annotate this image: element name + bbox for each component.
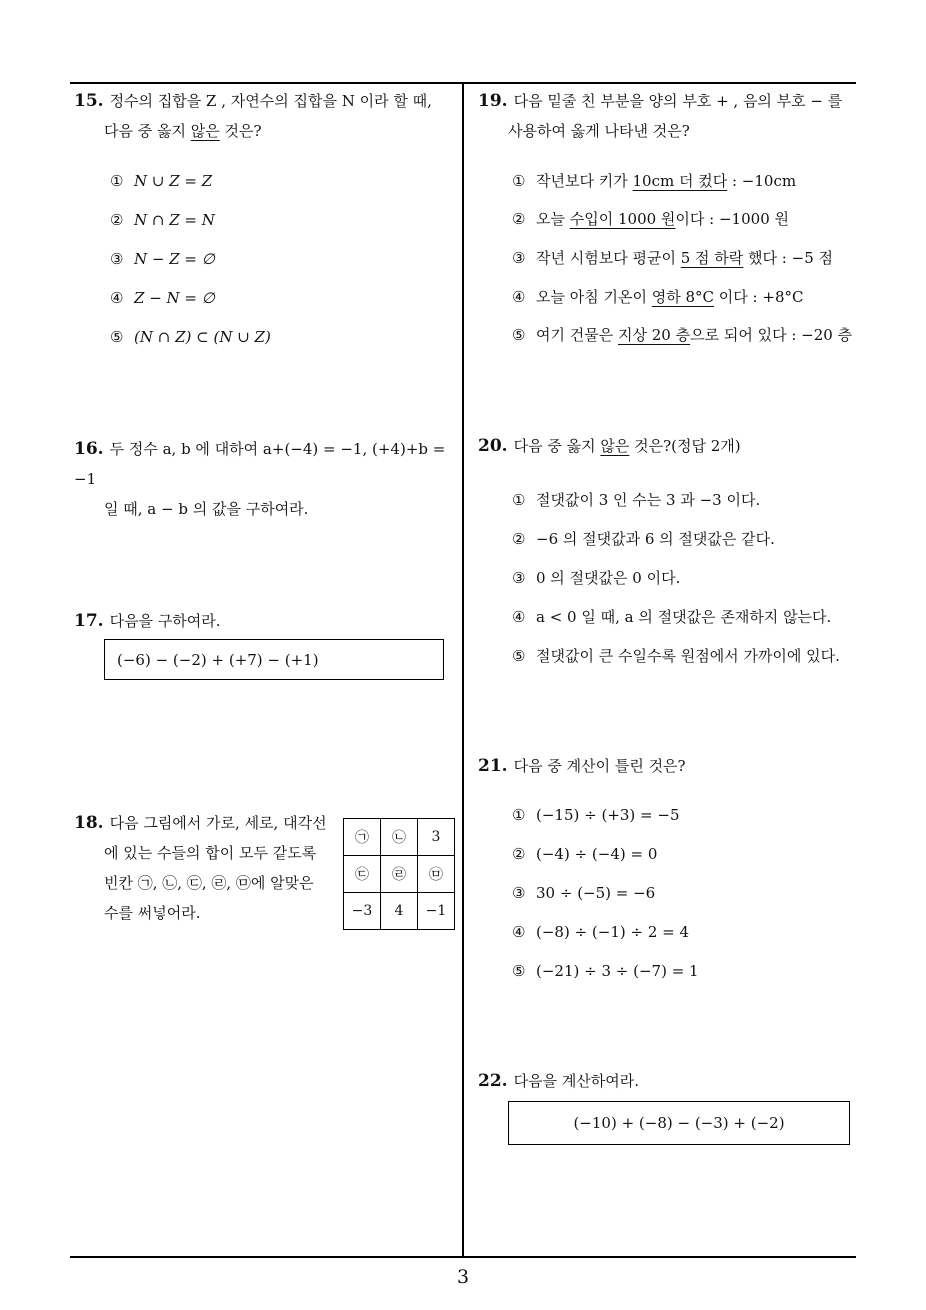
option[interactable]	[512, 645, 840, 666]
underlined-text: 영하 8°C	[651, 288, 715, 306]
option-mark: ①	[512, 491, 526, 509]
option[interactable]	[110, 211, 215, 229]
option-mark: ①	[110, 172, 124, 190]
option-text: 오늘 아침 기온이	[536, 288, 652, 306]
option[interactable]	[512, 324, 852, 345]
question-number: 22.	[478, 1071, 508, 1091]
option-text: 작년보다 키가	[536, 172, 633, 190]
question-text: 다음 그림에서 가로, 세로, 대각선	[109, 814, 327, 832]
option-text: 작년 시험보다 평균이	[536, 249, 681, 267]
option-text: 절댓값이 3 인 수는 3 과 −3 이다.	[536, 491, 761, 509]
option-text: : −10cm	[727, 172, 797, 190]
question-text: 빈칸 ㉠, ㉡, ㉢, ㉣, ㉤에 알맞은	[104, 874, 314, 892]
option-mark: ①	[512, 806, 526, 824]
underlined-text: 않은	[600, 437, 630, 455]
question-16	[74, 434, 462, 524]
option-text: 으로 되어 있다 : −20 층	[690, 326, 853, 344]
expression-box	[508, 1101, 850, 1145]
option-text: (−8) ÷ (−1) ÷ 2 = 4	[536, 923, 690, 941]
option-text: 했다 : −5 점	[743, 249, 833, 267]
option-text: 절댓값이 큰 수일수록 원점에서 가까이에 있다.	[536, 647, 840, 665]
option-mark: ③	[110, 250, 124, 268]
question-number: 15.	[74, 91, 104, 111]
underlined-text: 수입이 1000 원	[569, 210, 676, 228]
expression: (−6) − (−2) + (+7) − (+1)	[117, 651, 319, 669]
question-number: 19.	[478, 91, 508, 111]
option-text: (−4) ÷ (−4) = 0	[536, 845, 658, 863]
question-text: 에 있는 수들의 합이 모두 같도록	[104, 844, 317, 862]
option-mark: ⑤	[110, 328, 124, 346]
underlined-text: 않은	[190, 122, 220, 140]
question-text: 것은?	[219, 122, 262, 140]
question-number: 20.	[478, 436, 508, 456]
question-number: 17.	[74, 611, 104, 631]
option-mark: ③	[512, 249, 526, 267]
grid-cell: −1	[418, 893, 455, 930]
option-text: 이다 : +8°C	[714, 288, 804, 306]
option-text: N ∪ Z = Z	[134, 172, 213, 190]
option[interactable]	[512, 567, 680, 588]
option-mark: ⑤	[512, 962, 526, 980]
question-text: 일 때, a − b 의 값을 구하여라.	[104, 500, 309, 518]
underlined-text: 10cm 더 컸다	[632, 172, 728, 190]
question-text: 두 정수 a, b 에 대하여 a+(−4) = −1, (+4)+b = −1	[74, 440, 446, 488]
option-mark: ③	[512, 884, 526, 902]
grid-cell[interactable]: ㉢	[344, 856, 381, 893]
option[interactable]	[110, 250, 215, 268]
question-18	[74, 808, 334, 928]
grid-cell: −3	[344, 893, 381, 930]
option[interactable]	[512, 806, 680, 824]
underlined-text: 지상 20 층	[618, 326, 691, 344]
option-mark: ⑤	[512, 326, 526, 344]
question-20	[478, 431, 741, 461]
option[interactable]	[110, 328, 271, 346]
option-mark: ②	[512, 530, 526, 548]
option-text: 30 ÷ (−5) = −6	[536, 884, 656, 902]
option-text: (N ∩ Z) ⊂ (N ∪ Z)	[134, 328, 271, 346]
page-number: 3	[456, 1266, 470, 1288]
grid-cell: 4	[381, 893, 418, 930]
option-mark: ④	[512, 608, 526, 626]
option[interactable]	[512, 286, 803, 307]
option[interactable]	[512, 247, 833, 268]
option-mark: ②	[512, 845, 526, 863]
option[interactable]	[512, 170, 796, 191]
option-text: N − Z = ∅	[134, 250, 215, 268]
option[interactable]	[512, 208, 789, 229]
option[interactable]	[512, 923, 689, 941]
option-text: (−15) ÷ (+3) = −5	[536, 806, 680, 824]
option[interactable]	[512, 884, 655, 902]
option[interactable]	[512, 606, 831, 627]
option-mark: ①	[512, 172, 526, 190]
option-mark: ⑤	[512, 647, 526, 665]
grid-cell[interactable]: ㉣	[381, 856, 418, 893]
option-mark: ④	[512, 923, 526, 941]
option[interactable]	[110, 172, 212, 190]
underlined-text: 5 점 하락	[680, 249, 744, 267]
option-text: −6 의 절댓값과 6 의 절댓값은 같다.	[536, 530, 775, 548]
question-19	[478, 86, 868, 146]
question-text: 다음을 구하여라.	[109, 612, 221, 630]
option[interactable]	[512, 489, 760, 510]
expression: (−10) + (−8) − (−3) + (−2)	[573, 1114, 785, 1132]
bottom-rule	[70, 1256, 856, 1258]
option-text: 여기 건물은	[536, 326, 618, 344]
grid-cell: 3	[418, 819, 455, 856]
expression-box	[104, 639, 444, 680]
question-text: 정수의 집합을 Z , 자연수의 집합을 N 이라 할 때,	[109, 92, 432, 110]
question-number: 21.	[478, 756, 508, 776]
question-21	[478, 751, 686, 781]
question-number: 18.	[74, 813, 104, 833]
option[interactable]	[512, 528, 775, 549]
question-15	[74, 86, 460, 146]
question-22	[478, 1066, 639, 1096]
option-mark: ②	[512, 210, 526, 228]
question-number: 16.	[74, 439, 104, 459]
question-text: 다음 중 계산이 틀린 것은?	[513, 757, 686, 775]
option-mark: ④	[512, 288, 526, 306]
grid-cell[interactable]: ㉡	[381, 819, 418, 856]
question-17	[74, 606, 221, 636]
question-text: 다음 중 옳지	[513, 437, 601, 455]
grid-cell[interactable]: ㉠	[344, 819, 381, 856]
option-mark: ②	[110, 211, 124, 229]
option-mark: ④	[110, 289, 124, 307]
grid-cell[interactable]: ㉤	[418, 856, 455, 893]
question-text: 수를 써넣어라.	[104, 904, 201, 922]
option-text: N ∩ Z = N	[134, 211, 215, 229]
question-text: 사용하여 옳게 나타낸 것은?	[508, 122, 690, 140]
option-text: 오늘	[536, 210, 570, 228]
option[interactable]	[512, 845, 657, 863]
option[interactable]	[512, 962, 699, 980]
option-text: 이다 : −1000 원	[675, 210, 789, 228]
question-text: 것은?(정답 2개)	[629, 437, 741, 455]
option-text: (−21) ÷ 3 ÷ (−7) = 1	[536, 962, 699, 980]
option-text: a < 0 일 때, a 의 절댓값은 존재하지 않는다.	[536, 608, 832, 626]
option-text: Z − N = ∅	[134, 289, 215, 307]
option[interactable]	[110, 289, 215, 307]
column-divider	[462, 82, 464, 1257]
magic-square	[343, 818, 455, 930]
question-text: 다음 중 옳지	[104, 122, 191, 140]
question-text: 다음 밑줄 친 부분을 양의 부호 + , 음의 부호 − 를	[513, 92, 843, 110]
question-text: 다음을 계산하여라.	[513, 1072, 640, 1090]
option-mark: ③	[512, 569, 526, 587]
option-text: 0 의 절댓값은 0 이다.	[536, 569, 681, 587]
